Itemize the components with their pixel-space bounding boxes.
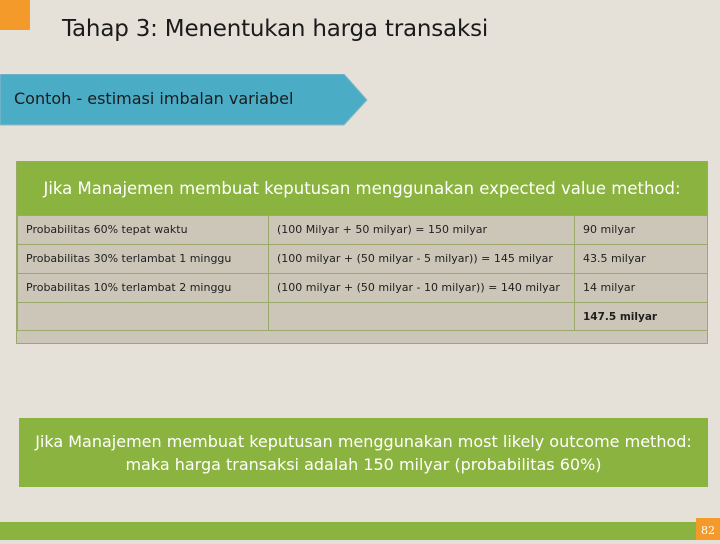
slide-title: Tahap 3: Menentukan harga transaksi [62, 16, 489, 42]
empty-cell [18, 303, 269, 331]
calculation-cell: (100 Milyar + 50 milyar) = 150 milyar [269, 216, 575, 245]
table-row [18, 245, 708, 274]
expected-value-panel [16, 161, 708, 344]
value-cell: 90 milyar [575, 216, 708, 245]
value-cell: 43.5 milyar [575, 245, 708, 274]
scenario-cell: Probabilitas 30% terlambat 1 minggu [18, 245, 269, 274]
total-value: 147.5 milyar [583, 311, 658, 323]
total-row [18, 303, 708, 331]
banner-label: Contoh - estimasi imbalan variabel [14, 89, 294, 108]
most-likely-conclusion [19, 418, 708, 487]
footer-bar [0, 522, 720, 540]
example-banner [0, 74, 368, 126]
value-cell: 14 milyar [575, 274, 708, 303]
panel-header: Jika Manajemen membuat keputusan menggunakan expected value method: [17, 162, 707, 215]
page-number: 82 [696, 518, 720, 540]
empty-cell [269, 303, 575, 331]
conclusion-line-1: Jika Manajemen membuat keputusan menggunakan most likely outcome method: [35, 431, 692, 451]
scenario-cell: Probabilitas 10% terlambat 2 minggu [18, 274, 269, 303]
calculation-cell: (100 milyar + (50 milyar - 10 milyar)) = 140 milyar [269, 274, 575, 303]
table-row [18, 216, 708, 245]
calculation-table [17, 215, 708, 331]
corner-accent [0, 0, 30, 30]
calculation-cell: (100 milyar + (50 milyar - 5 milyar)) = 145 milyar [269, 245, 575, 274]
conclusion-line-2: maka harga transaksi adalah 150 milyar (probabilitas 60%) [125, 454, 602, 474]
total-value-cell [575, 303, 708, 331]
table-row [18, 274, 708, 303]
scenario-cell: Probabilitas 60% tepat waktu [18, 216, 269, 245]
